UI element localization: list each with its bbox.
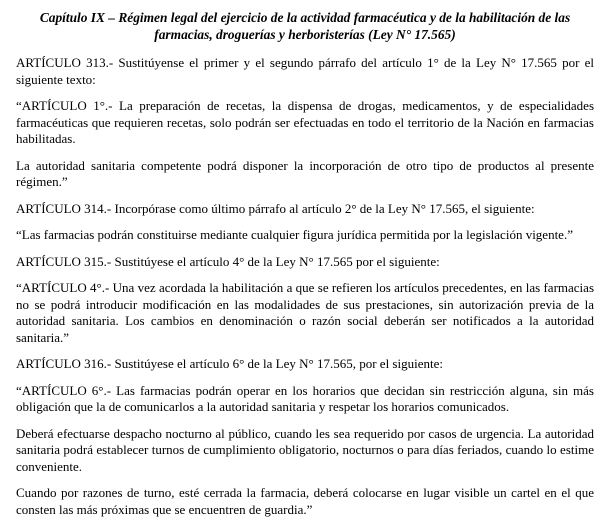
article-1-second-paragraph: La autoridad sanitaria competente podrá disponer la incorporación de otro tipo de productos al presente régimen.” <box>16 157 594 189</box>
article-2-added-paragraph: “Las farmacias podrán constituirse mediante cualquier figura jurídica permitida por la legislación vigente.” <box>16 227 573 242</box>
article-315-intro: ARTÍCULO 315.- Sustitúyese el artículo 4° de la Ley N° 17.565 por el siguiente: <box>16 253 440 269</box>
article-6-third-paragraph: Cuando por razones de turno, esté cerrada la farmacia, deberá colocarse en lugar visible un cartel en el que consten las más próximas que se encuentren de guardia.” <box>16 485 594 517</box>
chapter-title: Capítulo IX – Régimen legal del ejercicio de la actividad farmacéutica y de la habilitación de las farmacias, droguerías y herboristerías (Ley N° 17.565) <box>39 10 571 42</box>
article-316-intro: ARTÍCULO 316.- Sustitúyese el artículo 6° de la Ley N° 17.565, por el siguiente: <box>16 356 443 371</box>
article-6-second-paragraph: Deberá efectuarse despacho nocturno al público, cuando les sea requerido por casos de urgencia. La autoridad sanitaria podrá establecer turnos de cumplimiento obligatorio, nocturnos o para días feriados, cuando lo estime conveniente. <box>16 425 594 474</box>
article-6-text: “ARTÍCULO 6°.- Las farmacias podrán operar en los horarios que decidan sin restricción alguna, sin más obligación que la de comunicarlos a la autoridad sanitaria y respetar los horarios comunicados. <box>16 382 594 414</box>
article-4-text: “ARTÍCULO 4°.- Una vez acordada la habilitación a que se refieren los artículos precedentes, en las farmacias no se podrá introducir modificación en las modalidades de sus prestaciones, sin autorización previa de la autoridad sanitaria. Los cambios en denominación o razón social deberán ser notificados a la autoridad sanitaria.” <box>16 280 594 345</box>
article-1-text: “ARTÍCULO 1°.- La preparación de recetas, la dispensa de drogas, medicamentos, y de especialidades farmacéuticas que requieren recetas, solo podrán ser efectuadas en todo el territorio de la Nación en farmacias habilitadas. <box>16 98 594 146</box>
article-313-intro: ARTÍCULO 313.- Sustitúyense el primer y el segundo párrafo del artículo 1° de la Ley N° 17.565 por el siguiente texto: <box>16 55 594 87</box>
article-314-intro: ARTÍCULO 314.- Incorpórase como último párrafo al artículo 2° de la Ley N° 17.565, el siguiente: <box>16 200 535 216</box>
